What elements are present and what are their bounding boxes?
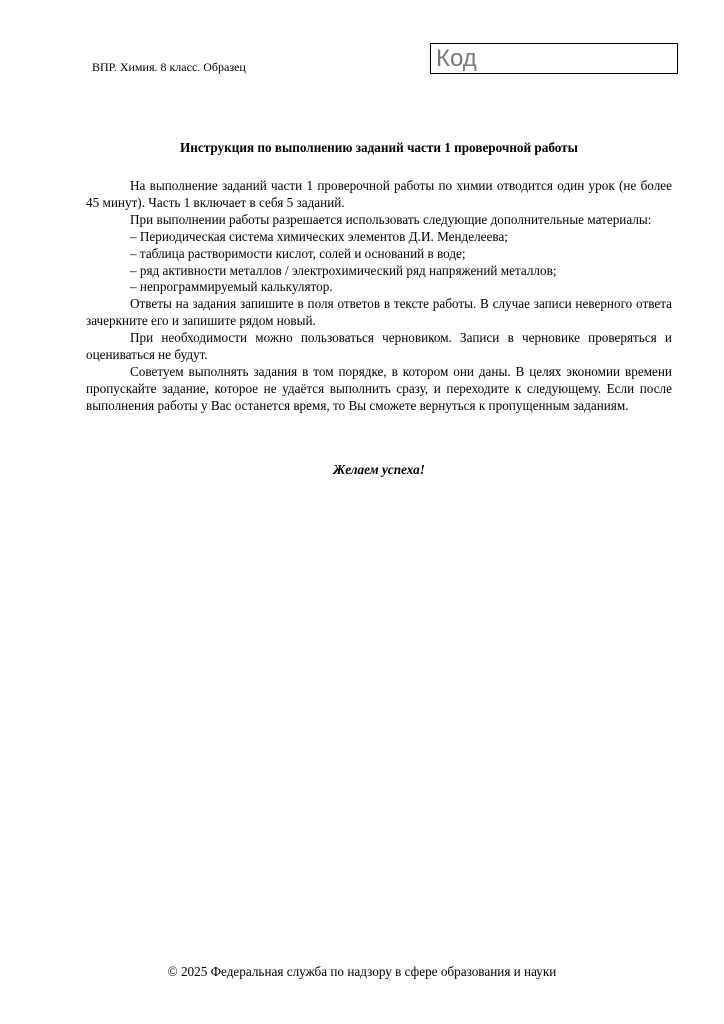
paragraph-materials: При выполнении работы разрешается использовать следующие дополнительные материалы: [130, 211, 652, 227]
wish-text: Желаем успеха! [333, 462, 425, 477]
list-item: – таблица растворимости кислот, солей и оснований в воде; [130, 245, 466, 261]
paragraph-duration: На выполнение заданий части 1 проверочной работы по химии отводится один урок (не более 45 минут). Часть 1 включает в себя 5 заданий. [86, 178, 672, 210]
paragraph-draft: При необходимости можно пользоваться черновиком. Записи в черновике проверяться и оцениваться не будут. [86, 330, 672, 363]
instruction-body [86, 178, 672, 415]
list-item: – непрограммируемый калькулятор. [130, 279, 333, 295]
list-item: – ряд активности металлов / электрохимический ряд напряжений металлов; [130, 262, 557, 278]
list-item: – Периодическая система химических элементов Д.И. Менделеева; [130, 228, 508, 244]
instruction-title: Инструкция по выполнению заданий части 1 проверочной работы [180, 140, 578, 155]
footer-copyright: © 2025 Федеральная служба по надзору в сфере образования и науки [167, 964, 557, 979]
document-header: ВПР. Химия. 8 класс. Образец [92, 60, 246, 74]
paragraph-answers: Ответы на задания запишите в поля ответов в тексте работы. В случае записи неверного ответа зачеркните его и запишите рядом новый. [86, 296, 672, 329]
paragraph-advice: Советуем выполнять задания в том порядке, в котором они даны. В целях экономии времени пропускайте задание, которое не удаётся выполнить сразу, и переходите к следующему. Если после выполнения работы у Вас останется время, то Вы сможете вернуться к пропущенным заданиям. [86, 363, 672, 413]
code-label: Код [436, 45, 477, 72]
code-box[interactable] [430, 43, 678, 74]
